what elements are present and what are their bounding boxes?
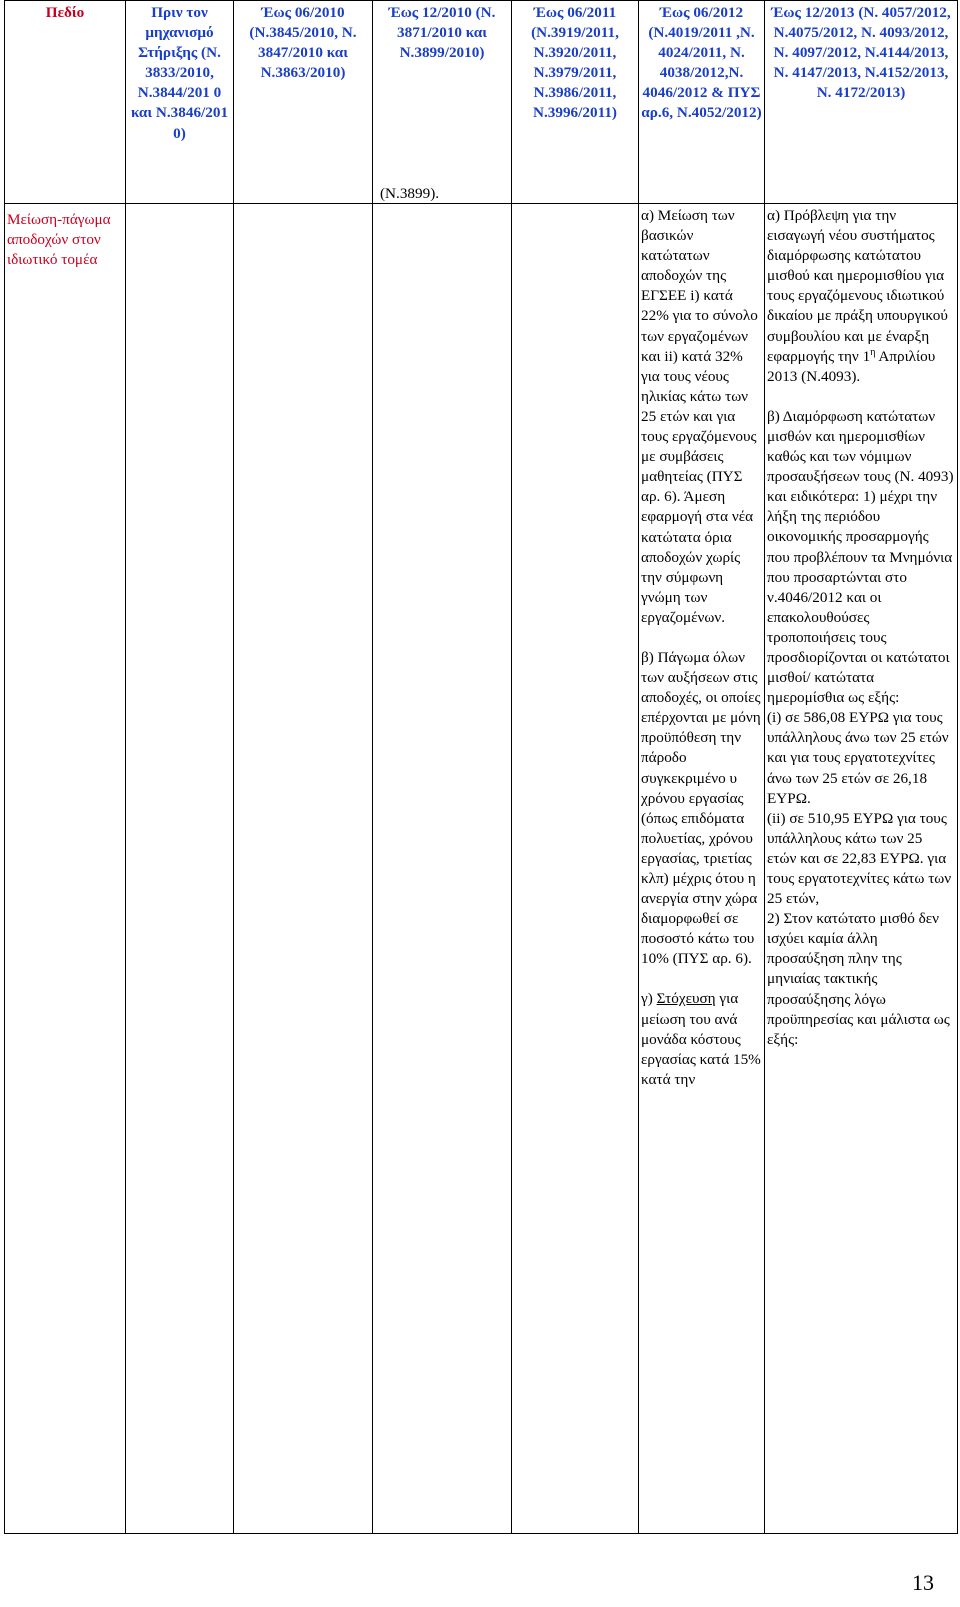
text-2013-a [767, 206, 955, 387]
page-number: 13 [912, 1570, 934, 1595]
text-2012-c [641, 989, 762, 1089]
header-until-06-2011: Έως 06/2011 (Ν.3919/2011, Ν.3920/2011, Ν.3979/2011, Ν.3986/2011, Ν.3996/2011) [512, 1, 639, 204]
legislation-table [4, 0, 958, 1534]
header-field: Πεδίο [5, 1, 126, 204]
cell-until-06-2010 [234, 204, 373, 1534]
header-until-12-2010: Έως 12/2010 (Ν. 3871/2010 και Ν.3899/2010) [373, 1, 512, 204]
cell-until-06-2011 [512, 204, 639, 1534]
cell-until-06-2012 [639, 204, 765, 1534]
cell-until-12-2013 [765, 204, 958, 1534]
cell-until-12-2010 [373, 204, 512, 1534]
text-2012-c-rest: για μείωση του ανά μονάδα κόστους εργασίας κατά 15% κατά την [641, 990, 761, 1088]
text-2013-b-i: (i) σε 586,08 ΕΥΡΩ για τους υπάλληλους άνω των 25 ετών και για τους εργατοτεχνίτες άνω των 25 ετών σε 26,18 ΕΥΡΩ. [767, 709, 949, 807]
text-2013-a-sup: η [870, 346, 876, 358]
header-until-12-2013: Έως 12/2013 (Ν. 4057/2012, Ν.4075/2012, Ν. 4093/2012, Ν. 4097/2012, Ν.4144/2013, Ν. 4147/2013, Ν.4152/2013, Ν. 4172/2013) [765, 1, 958, 204]
note-3899: (Ν.3899). [380, 185, 440, 202]
text-2012-a: α) Μείωση των βασικών κατώτατων αποδοχών της ΕΓΣΕΕ i) κατά 22% για το σύνολο των εργαζομένων και ii) κατά 32% για τους νέους ηλικίας κάτω των 25 ετών και για τους εργαζόμενους με συμβάσεις μαθητείας (ΠΥΣ αρ. 6). Άμεση εφαρμογή στα νέα κατώτατα όρια αποδοχών χωρίς την σύμφωνη γνώμη των εργαζομένων. [641, 207, 758, 626]
header-row [5, 1, 958, 204]
text-2013-b-2: 2) Στον κατώτατο μισθό δεν ισχύει καμία άλλη προσαύξηση πλην της μηνιαίας τακτικής προσαύξησης λόγω προϋπηρεσίας και μάλιστα ως εξής: [767, 910, 950, 1048]
header-before-support: Πριν τον μηχανισμό Στήριξης (Ν. 3833/2010, Ν.3844/201 0 και Ν.3846/201 0) [126, 1, 234, 204]
text-2013-b-ii: (ii) σε 510,95 ΕΥΡΩ για τους υπάλληλους κάτω των 25 ετών και σε 22,83 ΕΥΡΩ. για τους εργατοτεχνίτες κάτω των 25 ετών, [767, 809, 952, 908]
cell-before-support [126, 204, 234, 1534]
data-row [5, 204, 958, 1534]
text-2013-a-main: α) Πρόβλεψη για την εισαγωγή νέου συστήματος διαμόρφωσης κατώτατου μισθού και ημερομισθίου για τους εργαζόμενους ιδιωτικού δικαίου με πράξη υπουργικού συμβουλίου και με έναρξη εφαρμογής την 1 [767, 207, 948, 365]
text-2012-b: β) Πάγωμα όλων των αυξήσεων στις αποδοχές, οι οποίες επέρχονται με μόνη προϋπόθεση την πάροδο συγκεκριμένο υ χρόνου εργασίας (όπως επιδόματα πολυετίας, χρόνου εργασίας, τριετίας κλπ) μέχρις ότου η ανεργία στην χώρα διαμορφωθεί σε ποσοστό κάτω του 10% (ΠΥΣ αρ. 6). [641, 648, 761, 968]
row-label: Μείωση-πάγωμα αποδοχών στον ιδιωτικό τομέα [5, 204, 126, 1534]
text-2013-a-end: Απριλίου 2013 (Ν.4093). [767, 347, 936, 385]
text-2012-c-underlined: Στόχευση [656, 990, 716, 1008]
header-until-06-2012: Έως 06/2012 (Ν.4019/2011 ,Ν. 4024/2011, Ν. 4038/2012,Ν. 4046/2012 & ΠΥΣ αρ.6, Ν.4052/2012) [639, 1, 765, 204]
text-2012-c-prefix: γ) [641, 990, 657, 1008]
text-2013-b: β) Διαμόρφωση κατώτατων μισθών και ημερομισθίων καθώς και των νόμιμων προσαυξήσεων τους (Ν. 4093) και ειδικότερα: 1) μέχρι την λήξη της περιόδου οικονομικής προσαρμογής που προβλέπουν τα Μνημόνια που προσαρτώνται στο ν.4046/2012 και οι επακολουθούσες τροποποιήσεις τους προσδιορίζονται οι κατώτατοι μισθοί/ κατώτατα ημερομίσθια ως εξής: [767, 407, 954, 707]
header-until-06-2010: Έως 06/2010 (Ν.3845/2010, Ν. 3847/2010 και Ν.3863/2010) [234, 1, 373, 204]
